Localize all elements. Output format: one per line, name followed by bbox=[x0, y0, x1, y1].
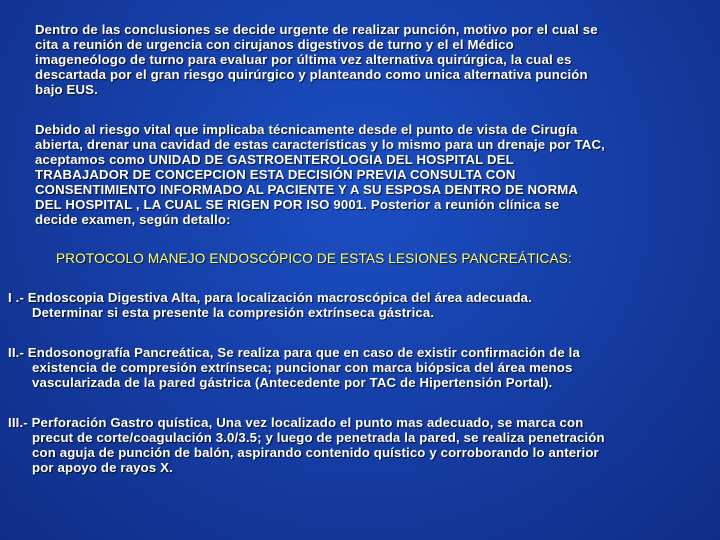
protocol-step-1-text: Determinar si esta presente la compresión extrínseca gástrica. bbox=[32, 305, 435, 320]
protocol-step-3-text: precut de corte/coagulación 3.0/3.5; y luego de penetrada la pared, se realiza penetración con aguja de punción de balón, aspirando contenido quístico y corroborando lo anterior por apoyo de rayos X. bbox=[32, 430, 605, 475]
protocol-step-2-lead: II.- Endosonografía Pancreática, Se realiza para que en caso de existir confirmación de la bbox=[8, 345, 580, 360]
protocol-step-2-text: existencia de compresión extrínseca; puncionar con marca biópsica del área menos vascularizada de la pared gástrica (Antecedente por TAC de Hipertensión Portal). bbox=[32, 360, 573, 390]
protocol-step-3-lead: III.- Perforación Gastro quística, Una vez localizado el punto mas adecuado, se marca con bbox=[8, 415, 584, 430]
protocol-step-2 bbox=[8, 345, 714, 390]
decision-paragraph: Debido al riesgo vital que implicaba técnicamente desde el punto de vista de Cirugía abierta, drenar una cavidad de estas características y lo mismo para un drenaje por TAC, aceptamos como UNIDAD DE GASTROENTEROLOGIA DEL HOSPITAL DEL TRABAJADOR DE CONCEPCION ESTA DECISIÓN PREVIA CONSULTA CON CONSENTIMIENTO INFORMADO AL PACIENTE Y A SU ESPOSA DENTRO DE NORMA DEL HOSPITAL , LA CUAL SE RIGEN POR ISO 9001. Posterior a reunión clínica se decide examen, según detallo: bbox=[35, 122, 605, 227]
protocol-step-1 bbox=[8, 290, 714, 320]
protocol-heading: PROTOCOLO MANEJO ENDOSCÓPICO DE ESTAS LESIONES PANCREÁTICAS: bbox=[56, 251, 572, 266]
conclusion-paragraph: Dentro de las conclusiones se decide urgente de realizar punción, motivo por el cual se cita a reunión de urgencia con cirujanos digestivos de turno y el el Médico imageneólogo de turno para evaluar por última vez alternativa quirúrgica, la cual es descartada por el gran riesgo quirúrgico y planteando como unica alternativa punción bajo EUS. bbox=[35, 22, 598, 97]
protocol-step-3 bbox=[8, 415, 714, 475]
protocol-step-1-lead: I .- Endoscopia Digestiva Alta, para localización macroscópica del área adecuada. bbox=[8, 290, 532, 305]
